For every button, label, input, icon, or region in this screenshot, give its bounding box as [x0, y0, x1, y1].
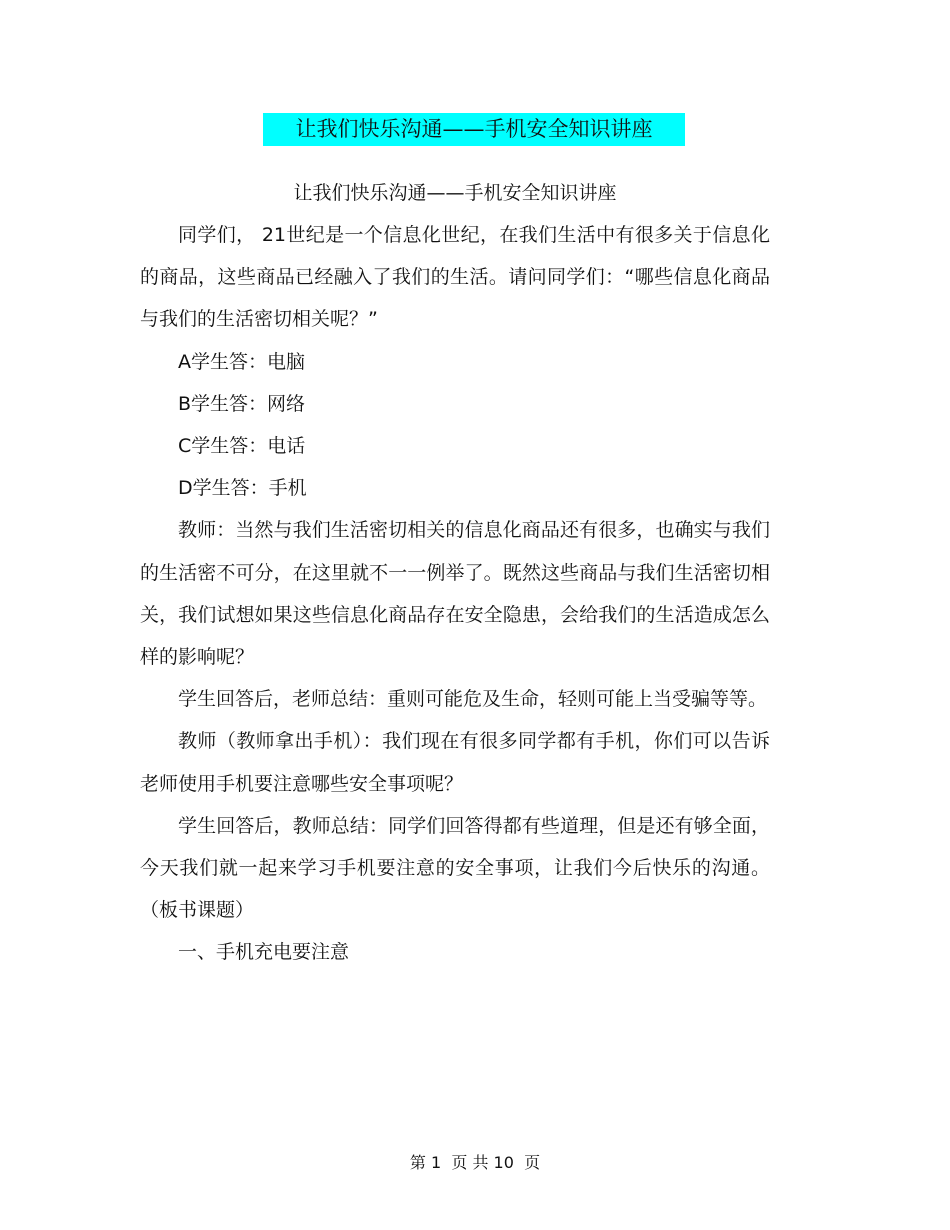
paragraph-summary-1: 学生回答后，老师总结：重则可能危及生命，轻则可能上当受骗等等。: [178, 688, 768, 711]
highlighted-title: 让我们快乐沟通——手机安全知识讲座: [263, 113, 685, 146]
paragraph-teacher-2: 教师（教师拿出手机）：我们现在有很多同学都有手机，你们可以告诉老师使用手机要注意哪些安全事项呢？: [140, 730, 770, 795]
document-body: [140, 172, 770, 974]
section-heading-1: 一、手机充电要注意: [178, 941, 350, 964]
paragraph-answer-d: D学生答：手机: [178, 477, 307, 500]
paragraph-summary-2: 学生回答后，教师总结：同学们回答得都有些道理，但是还有够全面，今天我们就一起来学习手机要注意的安全事项，让我们今后快乐的沟通。（板书课题）: [140, 814, 770, 922]
paragraph-answer-a: A学生答：电脑: [178, 350, 305, 373]
paragraph-intro: 同学们， 21世纪是一个信息化世纪，在我们生活中有很多关于信息化的商品，这些商品已经融入了我们的生活。请问同学们：“哪些信息化商品与我们的生活密切相关呢？”: [140, 224, 770, 331]
page-footer: 第 1 页 共 10 页: [409, 1153, 541, 1172]
paragraph-answer-c: C学生答：电话: [178, 435, 306, 458]
paragraph-teacher-1: 教师：当然与我们生活密切相关的信息化商品还有很多，也确实与我们的生活密不可分，在这里就不一一例举了。既然这些商品与我们生活密切相关，我们试想如果这些信息化商品存在安全隐患，会给我们的生活造成怎么样的影响呢？: [140, 519, 770, 669]
paragraph-answer-b: B学生答：网络: [178, 392, 306, 415]
subtitle: 让我们快乐沟通——手机安全知识讲座: [293, 182, 617, 204]
